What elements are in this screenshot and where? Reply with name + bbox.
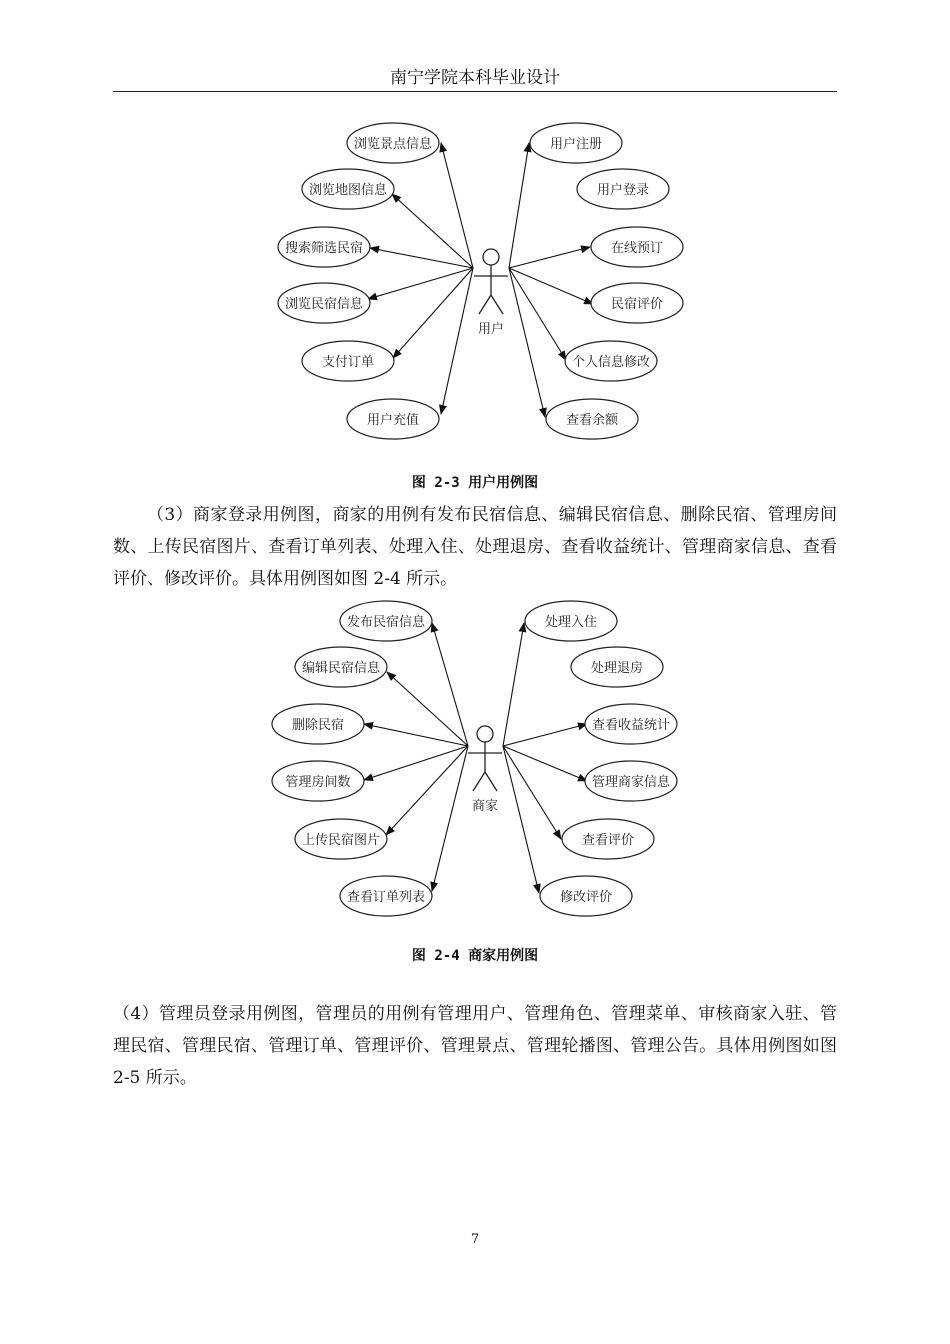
association-arrow bbox=[509, 268, 593, 304]
actor-label: 用户 bbox=[477, 322, 505, 337]
use-case-right-2 bbox=[571, 647, 663, 687]
use-case-label: 浏览地图信息 bbox=[308, 183, 388, 198]
actor-icon bbox=[468, 726, 502, 791]
use-case-left-3 bbox=[278, 227, 473, 268]
merchant-use-case-diagram bbox=[0, 590, 950, 935]
page-header: 南宁学院本科毕业设计 bbox=[390, 68, 560, 88]
use-case-left-3 bbox=[272, 704, 468, 746]
association-arrow bbox=[393, 268, 473, 358]
association-arrow bbox=[509, 247, 590, 268]
use-case-label: 用户登录 bbox=[596, 183, 650, 198]
use-case-label: 查看评价 bbox=[581, 833, 635, 848]
actor-label: 商家 bbox=[471, 799, 499, 814]
user-use-case-diagram bbox=[0, 110, 950, 455]
use-case-label: 支付订单 bbox=[321, 355, 375, 370]
use-case-label: 用户充值 bbox=[366, 413, 420, 428]
use-case-label: 用户注册 bbox=[549, 137, 603, 152]
association-arrow bbox=[503, 724, 587, 746]
association-arrow bbox=[509, 143, 529, 268]
use-case-right-4 bbox=[503, 746, 677, 801]
association-arrow bbox=[392, 194, 473, 268]
association-arrow bbox=[370, 248, 473, 268]
use-case-label: 在线预订 bbox=[610, 241, 664, 256]
use-case-label: 浏览景点信息 bbox=[353, 137, 433, 152]
use-case-label: 编辑民宿信息 bbox=[301, 661, 381, 676]
use-case-label: 管理房间数 bbox=[285, 775, 351, 790]
use-case-label: 删除民宿 bbox=[291, 718, 345, 733]
merchant-use-case-svg bbox=[0, 590, 950, 935]
use-case-label: 搜索筛选民宿 bbox=[284, 241, 364, 256]
actor-icon bbox=[474, 249, 508, 314]
use-case-label: 查看收益统计 bbox=[591, 718, 671, 733]
association-arrow bbox=[387, 672, 468, 746]
association-arrow bbox=[503, 746, 539, 893]
association-arrow bbox=[503, 623, 524, 746]
use-case-label: 浏览民宿信息 bbox=[284, 297, 364, 312]
paragraph-merchant-intro: （3）商家登录用例图，商家的用例有发布民宿信息、编辑民宿信息、删除民宿、管理房间数、上传民宿图片、查看订单列表、处理入住、处理退房、查看收益统计、管理商家信息、查看评价、修改评价。具体用例图如图 2-4 所示。 bbox=[113, 505, 837, 589]
figure-caption-merchant: 图 2-4 商家用例图 bbox=[411, 948, 539, 964]
header-rule bbox=[113, 91, 837, 92]
association-arrow bbox=[364, 724, 468, 746]
use-case-right-3 bbox=[509, 227, 683, 268]
association-arrow bbox=[509, 268, 545, 417]
use-case-right-4 bbox=[509, 268, 683, 323]
use-case-label: 处理退房 bbox=[590, 661, 644, 676]
use-case-label: 修改评价 bbox=[559, 890, 613, 905]
page-number: 7 bbox=[470, 1232, 480, 1247]
use-case-right-2 bbox=[577, 169, 669, 209]
association-arrow bbox=[509, 268, 566, 360]
user-use-case-svg bbox=[0, 110, 950, 455]
use-case-left-4 bbox=[278, 268, 473, 323]
use-case-label: 查看余额 bbox=[565, 413, 619, 428]
association-arrow bbox=[503, 746, 587, 781]
use-case-right-3 bbox=[503, 704, 677, 746]
figure-caption-user: 图 2-3 用户用例图 bbox=[411, 475, 539, 491]
use-case-label: 民宿评价 bbox=[610, 297, 664, 312]
use-case-label: 查看订单列表 bbox=[346, 890, 426, 905]
use-case-label: 处理入住 bbox=[544, 615, 598, 630]
use-case-label: 发布民宿信息 bbox=[346, 615, 426, 630]
paragraph-admin-intro: （4）管理员登录用例图，管理员的用例有管理用户、管理角色、管理菜单、审核商家入驻、管理民宿、管理民宿、管理订单、管理评价、管理景点、管理轮播图、管理公告。具体用例图如图 2-5 所示。 bbox=[113, 1004, 837, 1088]
association-arrow bbox=[441, 268, 473, 414]
use-case-left-4 bbox=[272, 746, 468, 801]
use-case-label: 管理商家信息 bbox=[591, 775, 671, 790]
use-case-label: 个人信息修改 bbox=[571, 355, 651, 370]
association-arrow bbox=[503, 746, 561, 839]
association-arrow bbox=[368, 268, 473, 299]
association-arrow bbox=[432, 746, 468, 891]
association-arrow bbox=[432, 623, 468, 746]
use-case-label: 上传民宿图片 bbox=[301, 833, 381, 848]
association-arrow bbox=[441, 143, 473, 268]
